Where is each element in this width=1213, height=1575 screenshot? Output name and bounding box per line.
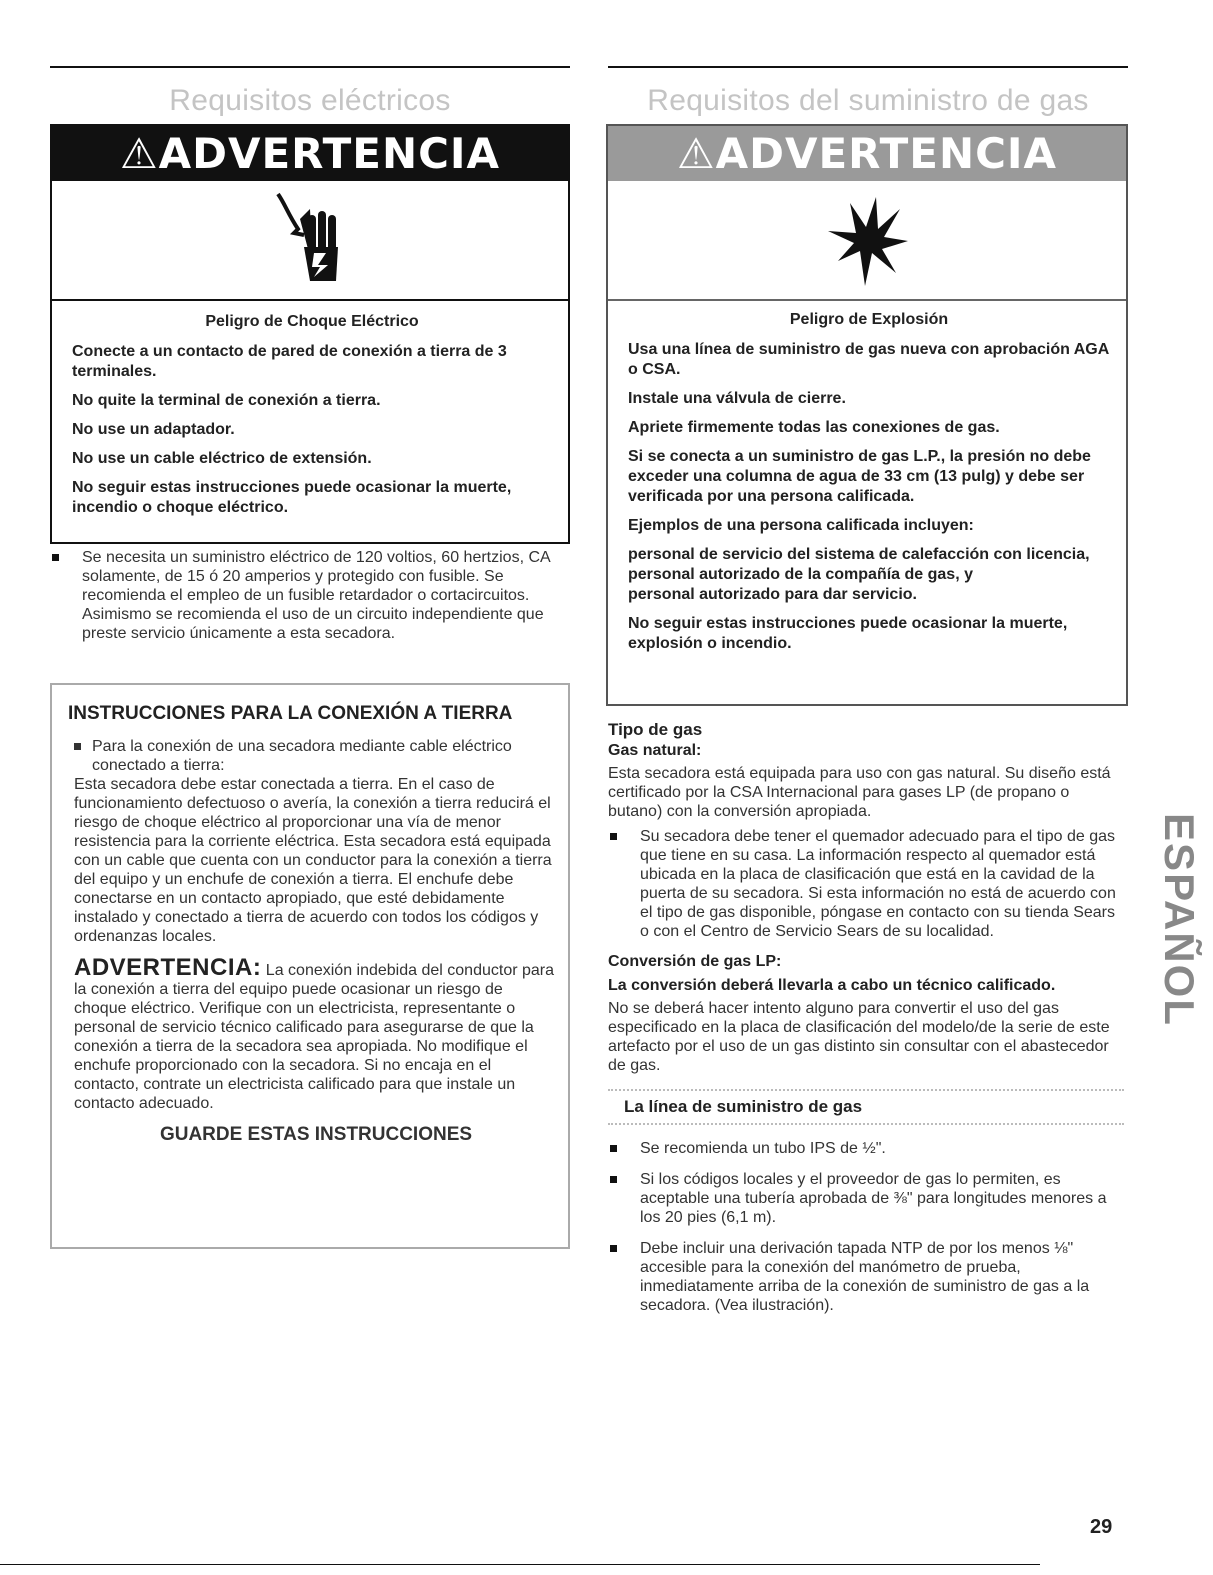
top-rule-right	[608, 66, 1128, 68]
warning-line: Ejemplos de una persona calificada incluyen:	[628, 517, 974, 534]
side-tab-text: ESPAÑOL	[1156, 813, 1203, 1027]
page-number: 29	[1090, 1516, 1113, 1538]
warning-line: Usa una línea de suministro de gas nueva con aprobación AGA o CSA.	[628, 341, 1109, 378]
supply-heading: La línea de suministro de gas	[624, 1097, 863, 1116]
warning-line: Instale una válvula de cierre.	[628, 390, 846, 407]
grounding-bullet: Para la conexión de una secadora mediante cable eléctrico conectado a tierra:	[74, 737, 558, 775]
supply-heading-band	[608, 1089, 1124, 1125]
warning-triangle-icon: ⚠	[119, 129, 159, 178]
bottom-rule	[0, 1564, 1040, 1565]
warning-line: No seguir estas instrucciones puede ocasionar la muerte, explosión o incendio.	[628, 615, 1068, 652]
natural-gas-heading: Gas natural:	[608, 742, 702, 759]
language-side-tab	[1155, 815, 1203, 1025]
natural-gas-bullet: Su secadora debe tener el quemador adecuado para el tipo de gas que tiene en su casa. La información respecto al quemador está ubicada en la placa de clasificación que está en la cavidad de la puerta de su secadora. Si esta información no está de acuerdo con el tipo de gas disponible, póngase en contacto con su tienda Sears o con el Centro de Servicio Sears de su localidad.	[608, 827, 1124, 941]
warning-line: No seguir estas instrucciones puede ocasionar la muerte, incendio o choque eléctrico.	[72, 479, 512, 516]
section-title-gas: Requisitos del suministro de gas	[647, 84, 1089, 117]
natural-gas-text: Esta secadora está equipada para uso con gas natural. Su diseño está certificado por la CSA Internacional para gases LP (de propano o butano) con la conversión apropiada.	[608, 765, 1111, 820]
gas-warning-box	[606, 124, 1128, 706]
section-title-electrical: Requisitos eléctricos	[169, 84, 451, 117]
electrical-bullet: Se necesita un suministro eléctrico de 120 voltios, 60 hertzios, CA solamente, de 15 ó 20 amperios y protegido con fusible. Se recomienda el empleo de un fusible retardador o cortacircuitos. Asimismo se recomienda el uso de un circuito independiente que preste servicio únicamente a esta secadora.	[50, 548, 570, 643]
warning-header: ⚠ADVERTENCIA	[608, 126, 1126, 181]
explosion-icon	[608, 181, 1126, 301]
lp-text: No se deberá hacer intento alguno para convertir el uso del gas especificado en la placa de clasificación del modelo/de la serie de este artefacto por el uso de un gas distinto sin consultar con el abastecedor de gas.	[608, 1000, 1110, 1074]
warning-header: ⚠ADVERTENCIA	[52, 126, 568, 181]
warning-line: No quite la terminal de conexión a tierra.	[72, 392, 381, 409]
supply-bullet: Si los códigos locales y el proveedor de gas lo permiten, es aceptable una tubería aprobada de ⅜" para longitudes menores a los 20 pies (6,1 m).	[608, 1170, 1124, 1227]
warning-line: Conecte a un contacto de pared de conexión a tierra de 3 terminales.	[72, 343, 507, 380]
warning-line: personal de servicio del sistema de calefacción con licencia, personal autorizado de la compañía de gas, y personal autorizado para dar servicio.	[628, 546, 1090, 603]
warning-line: No use un adaptador.	[72, 421, 235, 438]
warning-triangle-icon: ⚠	[676, 129, 716, 178]
grounding-warning-text: La conexión indebida del conductor para la conexión a tierra del equipo puede ocasionar un riesgo de choque eléctrico. Verifique con un electricista, representante o personal de servicio técnico calificado para asegurarse de que la conexión a tierra de la secadora sea apropiada. No modifique el enchufe proporcionado con la secadora. Si no encaja en el contacto, contrate un electricista calificado para que instale un contacto adecuado.	[74, 962, 555, 1112]
warning-line: Apriete firmemente todas las conexiones de gas.	[628, 419, 1000, 436]
grounding-warning-label: ADVERTENCIA:	[74, 954, 262, 981]
save-instructions: GUARDE ESTAS INSTRUCCIONES	[159, 1124, 473, 1145]
top-rule-left	[50, 66, 570, 68]
grounding-title: INSTRUCCIONES PARA LA CONEXIÓN A TIERRA	[68, 703, 513, 724]
electrical-warning-box	[50, 124, 570, 544]
grounding-instructions-box	[50, 683, 570, 1249]
hazard-title: Peligro de Explosión	[789, 311, 949, 328]
supply-bullet: Debe incluir una derivación tapada NTP de por los menos ⅛" accesible para la conexión del manómetro de prueba, inmediatamente arriba de la conexión de suministro de gas a la secadora. (Vea ilustración).	[608, 1239, 1124, 1315]
hazard-title: Peligro de Choque Eléctrico	[205, 313, 419, 330]
grounding-warning	[74, 954, 558, 1113]
lp-subheading: La conversión deberá llevarla a cabo un técnico calificado.	[608, 977, 1056, 994]
grounding-paragraph: Esta secadora debe estar conectada a tierra. En el caso de funcionamiento defectuoso o avería, la conexión a tierra reducirá el riesgo de choque eléctrico al proporcionar una vía de menor resistencia para la corriente eléctrica. Esta secadora está equipada con un cable que cuenta con un conductor para la conexión a tierra del equipo y un enchufe de conexión a tierra. El enchufe debe conectarse en un contacto apropiado, que esté debidamente instalado y conectado a tierra de acuerdo con todos los códigos y ordenanzas locales.	[74, 776, 552, 945]
warning-line: No use un cable eléctrico de extensión.	[72, 450, 372, 467]
gas-type-heading: Tipo de gas	[608, 720, 703, 739]
supply-bullet: Se recomienda un tubo IPS de ½".	[608, 1139, 1124, 1158]
bullet-square-icon	[74, 743, 81, 750]
electric-shock-icon	[52, 181, 568, 301]
warning-line: Si se conecta a un suministro de gas L.P., la presión no debe exceder una columna de agua de 33 cm (13 pulg) y debe ser verificada por una persona calificada.	[628, 448, 1091, 505]
lp-heading: Conversión de gas LP:	[608, 953, 782, 970]
